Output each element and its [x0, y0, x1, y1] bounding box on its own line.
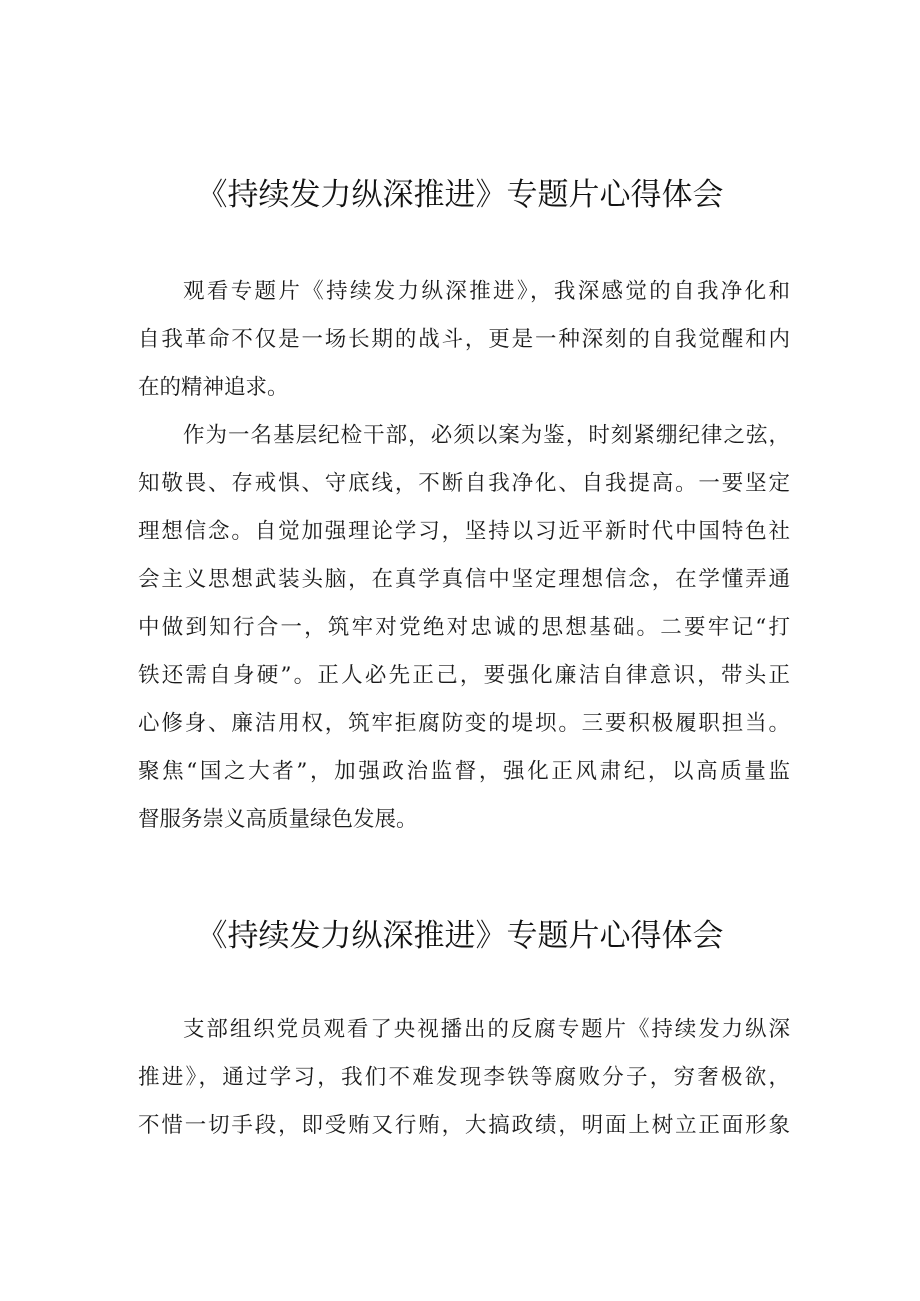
text-line: 作为一名基层纪检干部，必须以案为鉴，时刻紧绷纪律之弦，	[183, 423, 790, 448]
text-line: 铁还需自身硬”。正人必先正己，要强化廉洁自律意识，带头正	[138, 663, 790, 688]
text-line: 督服务崇义高质量绿色发展。	[138, 807, 418, 832]
text-line: 不惜一切手段，即受贿又行贿，大搞政绩，明面上树立正面形象	[138, 1113, 790, 1138]
text-line: 支部组织党员观看了央视播出的反腐专题片《持续发力纵深	[183, 1017, 790, 1042]
text-line: 知敬畏、存戒惧、守底线，不断自我净化、自我提高。一要坚定	[138, 471, 790, 496]
text-line: 会主义思想武装头脑，在真学真信中坚定理想信念，在学懂弄通	[138, 567, 790, 592]
text-line: 心修身、廉洁用权，筑牢拒腐防变的堤坝。三要积极履职担当。	[138, 711, 790, 736]
text-line: 自我革命不仅是一场长期的战斗，更是一种深刻的自我觉醒和内	[138, 327, 790, 352]
article-title: 《持续发力纵深推进》专题片心得体会	[196, 918, 724, 954]
text-line: 在的精神追求。	[138, 375, 289, 400]
text-line: 聚焦“国之大者”，加强政治监督，强化正风肃纪，以高质量监	[138, 759, 790, 784]
text-line: 推进》，通过学习，我们不难发现李铁等腐败分子，穷奢极欲，	[138, 1065, 790, 1090]
text-line: 中做到知行合一，筑牢对党绝对忠诚的思想基础。二要牢记“打	[138, 615, 790, 640]
text-line: 观看专题片《持续发力纵深推进》，我深感觉的自我净化和	[183, 279, 790, 304]
article-title: 《持续发力纵深推进》专题片心得体会	[196, 177, 724, 213]
text-line: 理想信念。自觉加强理论学习，坚持以习近平新时代中国特色社	[138, 519, 790, 544]
